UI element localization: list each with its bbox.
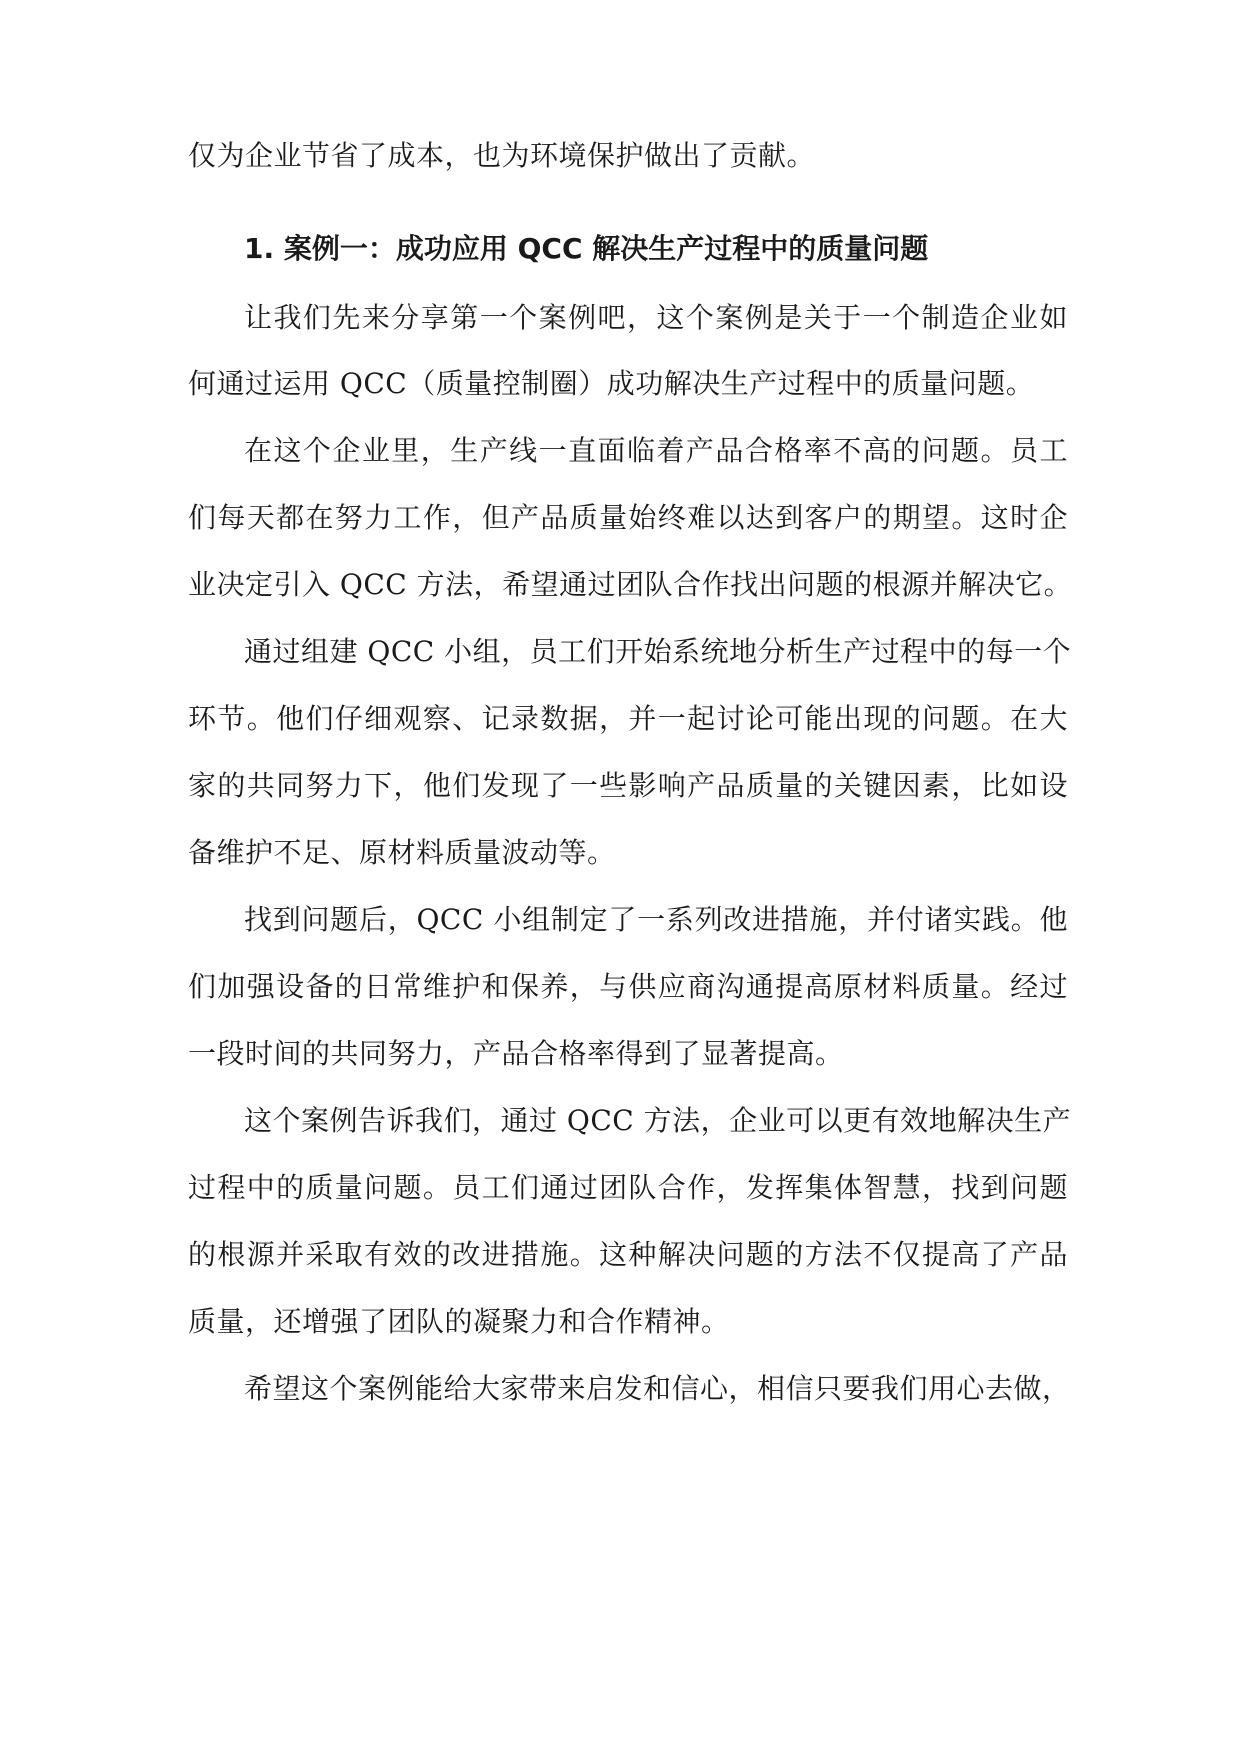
paragraph-line: 通过组建 QCC 小组，员工们开始系统地分析生产过程中的每一个 xyxy=(244,635,1072,668)
paragraph-line: 这个案例告诉我们，通过 QCC 方法，企业可以更有效地解决生产 xyxy=(244,1104,1072,1137)
paragraph-line: 们加强设备的日常维护和保养，与供应商沟通提高原材料质量。经过 xyxy=(188,970,1068,1003)
paragraph-line: 在这个企业里，生产线一直面临着产品合格率不高的问题。员工 xyxy=(244,434,1068,467)
paragraph-line: 找到问题后，QCC 小组制定了一系列改进措施，并付诸实践。他 xyxy=(244,903,1068,936)
paragraph-line: 们每天都在努力工作，但产品质量始终难以达到客户的期望。这时企 xyxy=(188,501,1068,534)
paragraph-line: 的根源并采取有效的改进措施。这种解决问题的方法不仅提高了产品 xyxy=(188,1238,1068,1271)
paragraph-line: 何通过运用 QCC（质量控制圈）成功解决生产过程中的质量问题。 xyxy=(188,367,1035,400)
paragraph-line: 备维护不足、原材料质量波动等。 xyxy=(188,836,616,869)
paragraph-line: 仅为企业节省了成本，也为环境保护做出了贡献。 xyxy=(188,139,816,172)
paragraph-line: 一段时间的共同努力，产品合格率得到了显著提高。 xyxy=(188,1037,844,1070)
section-heading: 1. 案例一：成功应用 QCC 解决生产过程中的质量问题 xyxy=(244,232,929,265)
paragraph-line: 过程中的质量问题。员工们通过团队合作，发挥集体智慧，找到问题 xyxy=(188,1171,1068,1204)
paragraph-line: 质量，还增强了团队的凝聚力和合作精神。 xyxy=(188,1305,730,1338)
paragraph-line: 让我们先来分享第一个案例吧，这个案例是关于一个制造企业如 xyxy=(244,301,1068,334)
paragraph-line: 希望这个案例能给大家带来启发和信心，相信只要我们用心去做， xyxy=(244,1372,1071,1405)
paragraph-line: 家的共同努力下，他们发现了一些影响产品质量的关键因素，比如设 xyxy=(188,769,1068,802)
paragraph-line: 环节。他们仔细观察、记录数据，并一起讨论可能出现的问题。在大 xyxy=(188,702,1068,735)
paragraph-line: 业决定引入 QCC 方法，希望通过团队合作找出问题的根源并解决它。 xyxy=(188,568,1073,601)
